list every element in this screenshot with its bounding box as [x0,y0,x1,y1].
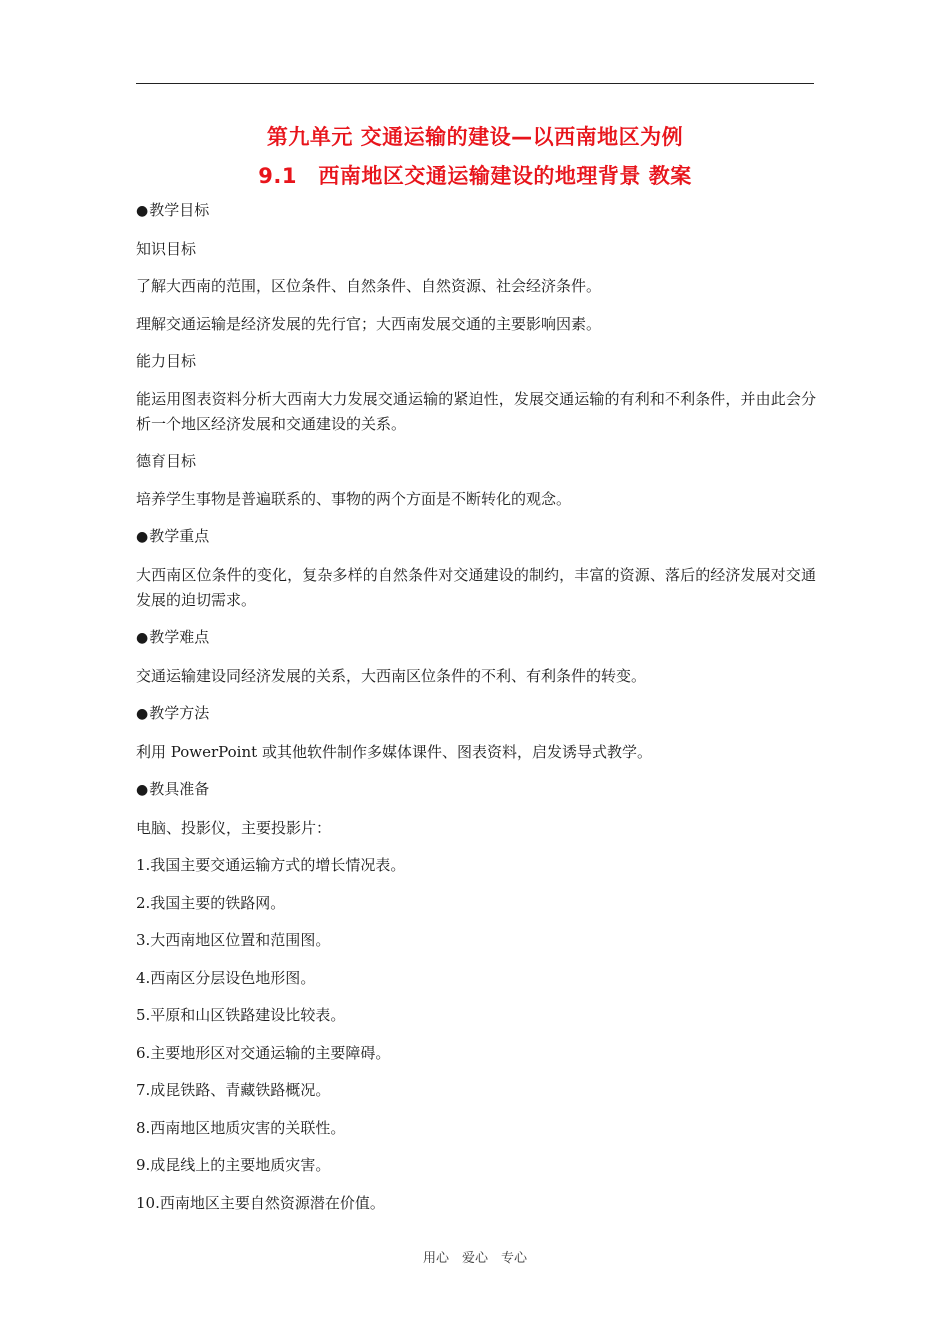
bullet-icon: ● [136,782,149,798]
bullet-icon: ● [136,630,149,646]
knowledge-item: 理解交通运输是经济发展的先行官；大西南发展交通的主要影响因素。 [136,314,602,333]
bullet-icon: ● [136,529,149,545]
tools-intro: 电脑、投影仪，主要投影片： [136,818,332,837]
key-points-text: 大西南区位条件的变化，复杂多样的自然条件对交通建设的制约，丰富的资源、落后的经济发展对交通发展的迫切需求。 [136,565,816,609]
lesson-title: 9.1 西南地区交通运输建设的地理背景 教案 [258,164,692,188]
bullet-icon: ● [136,203,149,219]
tools-list-item: 10.西南地区主要自然资源潜在价值。 [136,1193,385,1212]
section-heading-key-points [136,524,816,550]
bullet-icon: ● [136,706,149,722]
tools-list-item: 2.我国主要的铁路网。 [136,893,286,912]
tools-list-item: 8.西南地区地质灾害的关联性。 [136,1118,346,1137]
page-footer: 用心 爱心 专心 [422,1251,527,1266]
section-heading-tools [136,777,816,803]
tools-list-item: 3.大西南地区位置和范围图。 [136,931,331,949]
heading-text: 教学方法 [149,704,210,722]
methods-text: 利用 PowerPoint 或其他软件制作多媒体课件、图表资料，启发诱导式教学。 [136,742,652,761]
header-rule [136,83,814,84]
ability-goals-text: 能运用图表资料分析大西南大力发展交通运输的紧迫性，发展交通运输的有利和不利条件，并由此会分析一个地区经济发展和交通建设的关系。 [136,389,816,433]
tools-list-item: 6.主要地形区对交通运输的主要障碍。 [136,1043,391,1062]
subheading-ability-goals: 能力目标 [136,352,197,370]
subheading-knowledge-goals: 知识目标 [136,239,197,258]
heading-text: 教学目标 [149,201,210,219]
tools-list-item: 1.我国主要交通运输方式的增长情况表。 [136,856,406,874]
section-heading-difficult-points [136,625,816,651]
heading-text: 教具准备 [149,780,210,798]
knowledge-item: 了解大西南的范围，区位条件、自然条件、自然资源、社会经济条件。 [136,277,602,295]
tools-list-item: 4.西南区分层设色地形图。 [136,968,316,987]
difficult-points-text: 交通运输建设同经济发展的关系，大西南区位条件的不利、有利条件的转变。 [136,666,647,685]
tools-list-item: 9.成昆线上的主要地质灾害。 [136,1156,331,1174]
section-heading-teaching-goals [136,198,816,224]
tools-list-item: 5.平原和山区铁路建设比较表。 [136,1006,346,1024]
moral-goals-text: 培养学生事物是普遍联系的、事物的两个方面是不断转化的观念。 [136,489,572,508]
heading-text: 教学难点 [149,628,210,646]
section-heading-methods [136,701,816,727]
unit-title: 第九单元 交通运输的建设—以西南地区为例 [266,125,684,149]
document-body [136,198,816,1228]
subheading-moral-goals: 德育目标 [136,452,197,470]
heading-text: 教学重点 [149,527,210,545]
tools-list-item: 7.成昆铁路、青藏铁路概况。 [136,1081,331,1099]
